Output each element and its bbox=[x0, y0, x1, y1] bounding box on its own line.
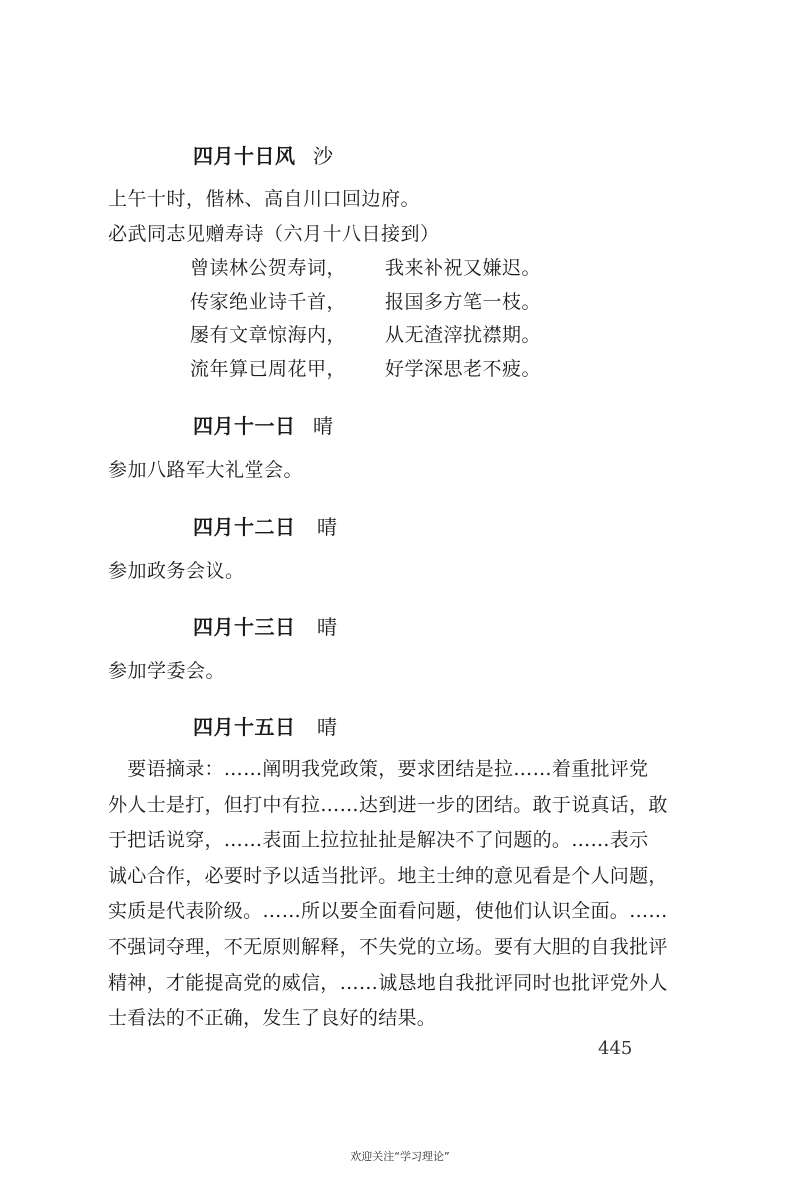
entry-paragraph bbox=[108, 752, 668, 1037]
poem-line-right: 好学深思老不疲。 bbox=[385, 358, 542, 380]
entry-date: 四月十五日 bbox=[193, 715, 296, 739]
entry-heading bbox=[193, 511, 338, 540]
entry-text-line: 上午十时，偕林、高自川口回边府。 bbox=[108, 188, 421, 210]
entry-heading bbox=[193, 711, 338, 740]
poem-line-left: 传家绝业诗千首， bbox=[190, 291, 347, 313]
poem-line-left: 屡有文章惊海内， bbox=[190, 324, 347, 346]
entry-heading bbox=[193, 611, 338, 640]
entry-date: 四月十二日 bbox=[193, 515, 296, 539]
entry-text-line: 参加政务会议。 bbox=[108, 560, 245, 582]
poem-line-right: 报国多方笔一枝。 bbox=[385, 291, 542, 313]
poem-line-right: 我来补祝又嫌迟。 bbox=[385, 257, 542, 279]
entry-weather: 晴 bbox=[317, 715, 338, 739]
entry-date: 四月十三日 bbox=[193, 615, 296, 639]
paragraph-line: 诚心合作，必要时予以适当批评。地主士绅的意见看是个人问题， bbox=[108, 864, 668, 887]
entry-weather: 沙 bbox=[313, 144, 334, 168]
paragraph-line: 要语摘录：……阐明我党政策，要求团结是拉……着重批评党 bbox=[108, 758, 649, 780]
paragraph-line: 精神，才能提高党的威信，……诚恳地自我批评同时也批评党外人 bbox=[108, 971, 668, 994]
entry-weather: 晴 bbox=[317, 515, 338, 539]
poem-line-left: 曾读林公贺寿词， bbox=[190, 257, 347, 279]
entry-date: 四月十日风 bbox=[193, 144, 296, 168]
entry-heading bbox=[193, 410, 334, 439]
poem-line-right: 从无渣滓扰襟期。 bbox=[385, 324, 542, 346]
poem-line-left: 流年算已周花甲， bbox=[190, 358, 347, 380]
entry-heading bbox=[193, 140, 334, 169]
paragraph-line: 于把话说穿，……表面上拉拉扯扯是解决不了问题的。……表示 bbox=[108, 829, 649, 852]
entry-weather: 晴 bbox=[313, 414, 334, 438]
page-number: 445 bbox=[598, 1038, 633, 1059]
entry-text-line: 参加学委会。 bbox=[108, 660, 226, 682]
entry-date: 四月十一日 bbox=[193, 414, 296, 438]
paragraph-line: 不强词夺理，不无原则解释，不失党的立场。要有大胆的自我批评 bbox=[108, 935, 668, 958]
paragraph-line: 士看法的不正确，发生了良好的结果。 bbox=[108, 1007, 437, 1030]
footer-caption: 欢迎关注“学习理论” bbox=[350, 1150, 450, 1163]
paragraph-line: 外人士是打，但打中有拉……达到进一步的团结。敢于说真话，敢 bbox=[108, 793, 668, 816]
entry-weather: 晴 bbox=[317, 615, 338, 639]
entry-text-line: 必武同志见赠寿诗（六月十八日接到） bbox=[108, 223, 440, 245]
entry-text-line: 参加八路军大礼堂会。 bbox=[108, 459, 304, 481]
paragraph-line: 实质是代表阶级。……所以要全面看问题，使他们认识全面。…… bbox=[108, 900, 668, 923]
